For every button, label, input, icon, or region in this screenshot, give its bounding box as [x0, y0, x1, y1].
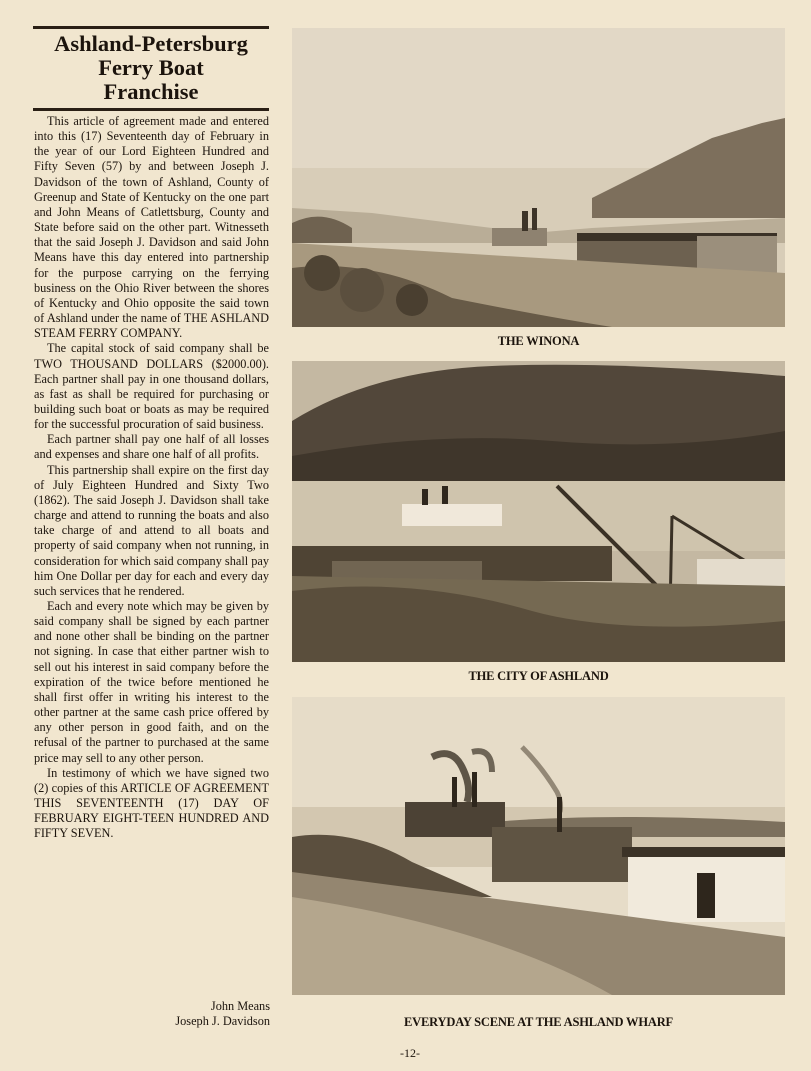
paragraph: This article of agreement made and entered into this (17) Seventeenth day of February in the year of our Lord Eighteen Hundred and Fifty Seven (57) by and between Joseph J. Davidson of the town of Ashland, County of Greenup and State of Kentucky on the one part and John Means of Catlettsburg, County and State before said on the other part. Witnesseth that the said Joseph J. Davidson and said John Means have this day entered into partnership for the purpose carrying on the ferrying business on the Ohio River between the shores of Kentucky and Ohio opposite the said town of Ashland under the name of THE ASHLAND STEAM FERRY COMPANY. — [34, 114, 269, 341]
title-line-1: Ashland-Petersburg — [54, 31, 248, 56]
title-rule-bottom — [33, 108, 269, 111]
paragraph: Each and every note which may be given by said company shall be signed by each partner and none other shall be binding on the partner not signing. In case that either partner wish to sell out his interest in said company before the expiration of the twice before mentioned he shall first offer in writing his interest to the other partner at the same cash price offered by any other person in good faith, and on the refusal of the partner to purchased at the same price may sell to any other person. — [34, 599, 269, 765]
title-line-3: Franchise — [103, 79, 199, 104]
paragraph: This partnership shall expire on the first day of July Eighteen Hundred and Sixty Two (1862). The said Joseph J. Davidson shall take charge and attend to running the boats and also take charge of and attend to all boats and property of said company when not running, in consideration for which said company shall pay him One Dollar per day for each and every day such services that he rendered. — [34, 462, 269, 598]
title-line-2: Ferry Boat — [98, 55, 204, 80]
photo-city-of-ashland — [292, 361, 785, 662]
title-rule-top — [33, 26, 269, 29]
caption-winona: THE WINONA — [497, 334, 580, 348]
paragraph: In testimony of which we have signed two (2) copies of this ARTICLE OF AGREEMENT THIS SEVENTEENTH (17) DAY OF FEBRUARY EIGHT-TEEN HUNDRED AND FIFTY SEVEN. — [34, 765, 269, 841]
paragraph: The capital stock of said company shall be TWO THOUSAND DOLLARS ($2000.00). Each partner shall pay in one thousand dollars, as fast as shall be required for purchasing or building such boat or boats as may be required for the successful procuration of said business. — [34, 341, 269, 432]
caption-city-of-ashland: THE CITY OF ASHLAND — [468, 669, 609, 683]
paragraph: Each partner shall pay one half of all losses and expenses and share one half of all profits. — [34, 432, 269, 462]
signature-joseph-davidson: Joseph J. Davidson — [175, 1014, 270, 1028]
article-body — [34, 114, 269, 842]
photo-ashland-wharf — [292, 697, 785, 995]
photo-winona — [292, 28, 785, 327]
signatures — [120, 999, 270, 1029]
article-title — [33, 32, 269, 104]
page-number: -12- — [400, 1046, 420, 1060]
caption-ashland-wharf: EVERYDAY SCENE AT THE ASHLAND WHARF — [404, 1015, 673, 1029]
signature-john-means: John Means — [210, 999, 270, 1013]
